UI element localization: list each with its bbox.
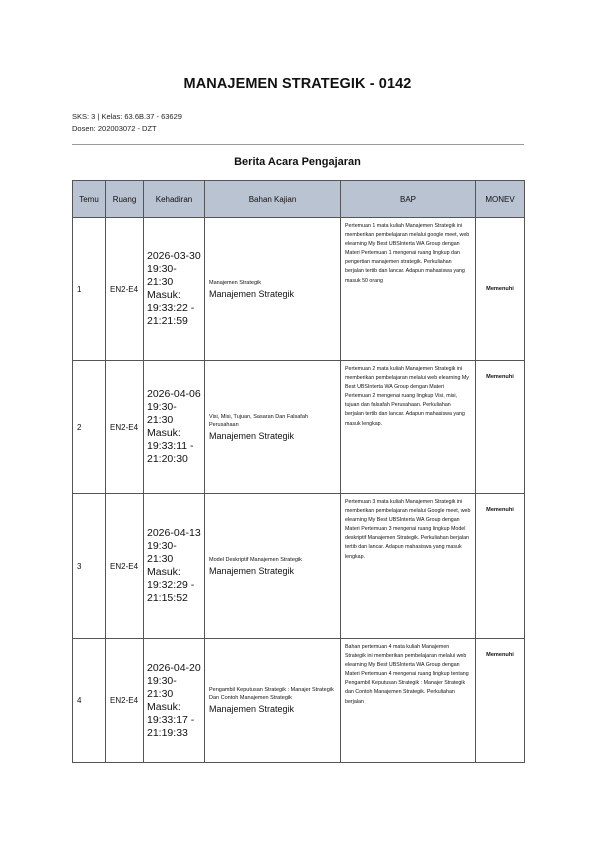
cell-bahan-kajian (205, 218, 341, 361)
col-header-kehadiran: Kehadiran (144, 181, 205, 218)
table-row (73, 361, 525, 494)
cell-kehadiran: 2026-04-20 19:30-21:30 Masuk: 19:33:17 - 21:19:33 (144, 639, 205, 763)
bahan-course: Manajemen Strategik (209, 288, 295, 299)
cell-bap: Pertemuan 1 mata kuliah Manajemen Strategik ini memberikan pembelajaran melalui google meet, web elearning My Best UBSInterta WA Group dengan Materi Pertemuan 1 mengenai ruang lingkup dan pengertian manajemen strategik. Perkuliahan berjalan tertib dan lancar. Adapun mahasiswa yang masuk 50 orang (341, 218, 476, 361)
col-header-bap: BAP (341, 181, 476, 218)
cell-kehadiran: 2026-04-06 19:30-21:30 Masuk: 19:33:11 - 21:20:30 (144, 361, 205, 494)
cell-monev: Memenuhi (476, 494, 525, 639)
bahan-course: Manajemen Strategik (209, 565, 295, 576)
cell-monev: Memenuhi (476, 639, 525, 763)
cell-ruang: EN2-E4 (106, 361, 144, 494)
document-title: MANAJEMEN STRATEGIK - 0142 (183, 76, 412, 92)
lecturer-meta-line: Dosen: 202003072 - DZT (72, 124, 157, 133)
bahan-topic: Visi, Misi, Tujuan, Sasaran Dan Falsafah Perusahaan (209, 413, 308, 428)
cell-bap: Pertemuan 3 mata kuliah Manajemen Strategik ini memberikan pembelajaran melalui Google meet, web elearning My Best UBSInterta WA Group dengan Materi Pertemuan 3 mengenai ruang lingkup Model deskriptif Manajemen Strategik. Perkuliahan berjalan tertib dan lancar. Adapun mahasiswa yang masuk lengkap. (341, 494, 476, 639)
bahan-topic: Model Deskriptif Manajemen Strategik (209, 556, 302, 563)
cell-monev: Memenuhi (476, 218, 525, 361)
cell-ruang: EN2-E4 (106, 494, 144, 639)
cell-temu: 4 (73, 639, 106, 763)
cell-kehadiran: 2026-04-13 19:30-21:30 Masuk: 19:32:29 - 21:15:52 (144, 494, 205, 639)
col-header-monev: MONEV (476, 181, 525, 218)
table-row (73, 494, 525, 639)
table-row (73, 639, 525, 763)
cell-bap: Bahan pertemuan 4 mata kuliah Manajemen Strategik ini memberikan pembelajaran melalui web elearning My Best UBSInterta WA Group dengan Materi Pertemuan 4 mengenai ruang lingkup tentang Pengambil Keputusan Strategik : Manajer Strategik dan Contoh Manajemen Strategik. Perkuliahan berjalan (341, 639, 476, 763)
cell-monev: Memenuhi (476, 361, 525, 494)
cell-temu: 3 (73, 494, 106, 639)
cell-temu: 1 (73, 218, 106, 361)
col-header-temu: Temu (73, 181, 106, 218)
section-title: Berita Acara Pengajaran (234, 156, 361, 168)
cell-ruang: EN2-E4 (106, 218, 144, 361)
teaching-record-table (72, 180, 525, 763)
header-divider (72, 144, 524, 145)
bahan-topic: Pengambil Keputusan Strategik : Manajer Strategik Dan Contoh Manajemen Strategik (209, 687, 334, 701)
cell-kehadiran: 2026-03-30 19:30-21:30 Masuk: 19:33:22 - 21:21:59 (144, 218, 205, 361)
col-header-bahan-kajian: Bahan Kajian (205, 181, 341, 218)
cell-temu: 2 (73, 361, 106, 494)
cell-ruang: EN2-E4 (106, 639, 144, 763)
cell-bahan-kajian (205, 494, 341, 639)
cell-bahan-kajian (205, 361, 341, 494)
table-row (73, 218, 525, 361)
col-header-ruang: Ruang (106, 181, 144, 218)
course-meta-line: SKS: 3 | Kelas: 63.6B.37 - 63629 (72, 112, 182, 121)
bahan-topic: Manajemen Strategik (209, 279, 261, 286)
cell-bap: Pertemuan 2 mata kuliah Manajemen Strategik ini memberikan pembelajaran melalui web elearning My Best UBSInterta WA Group dengan Materi Pertemuan 2 mengenai ruang lingkup Visi, misi, tujuan dan falsafah Perusahaan. Perkuliahan berjalan tertib dan lancar. Adapun mahasiswa yang masuk lengkap. (341, 361, 476, 494)
bahan-course: Manajemen Strategik (209, 430, 295, 441)
table-header-row (73, 181, 525, 218)
cell-bahan-kajian (205, 639, 341, 763)
bahan-course: Manajemen Strategik (209, 704, 295, 714)
